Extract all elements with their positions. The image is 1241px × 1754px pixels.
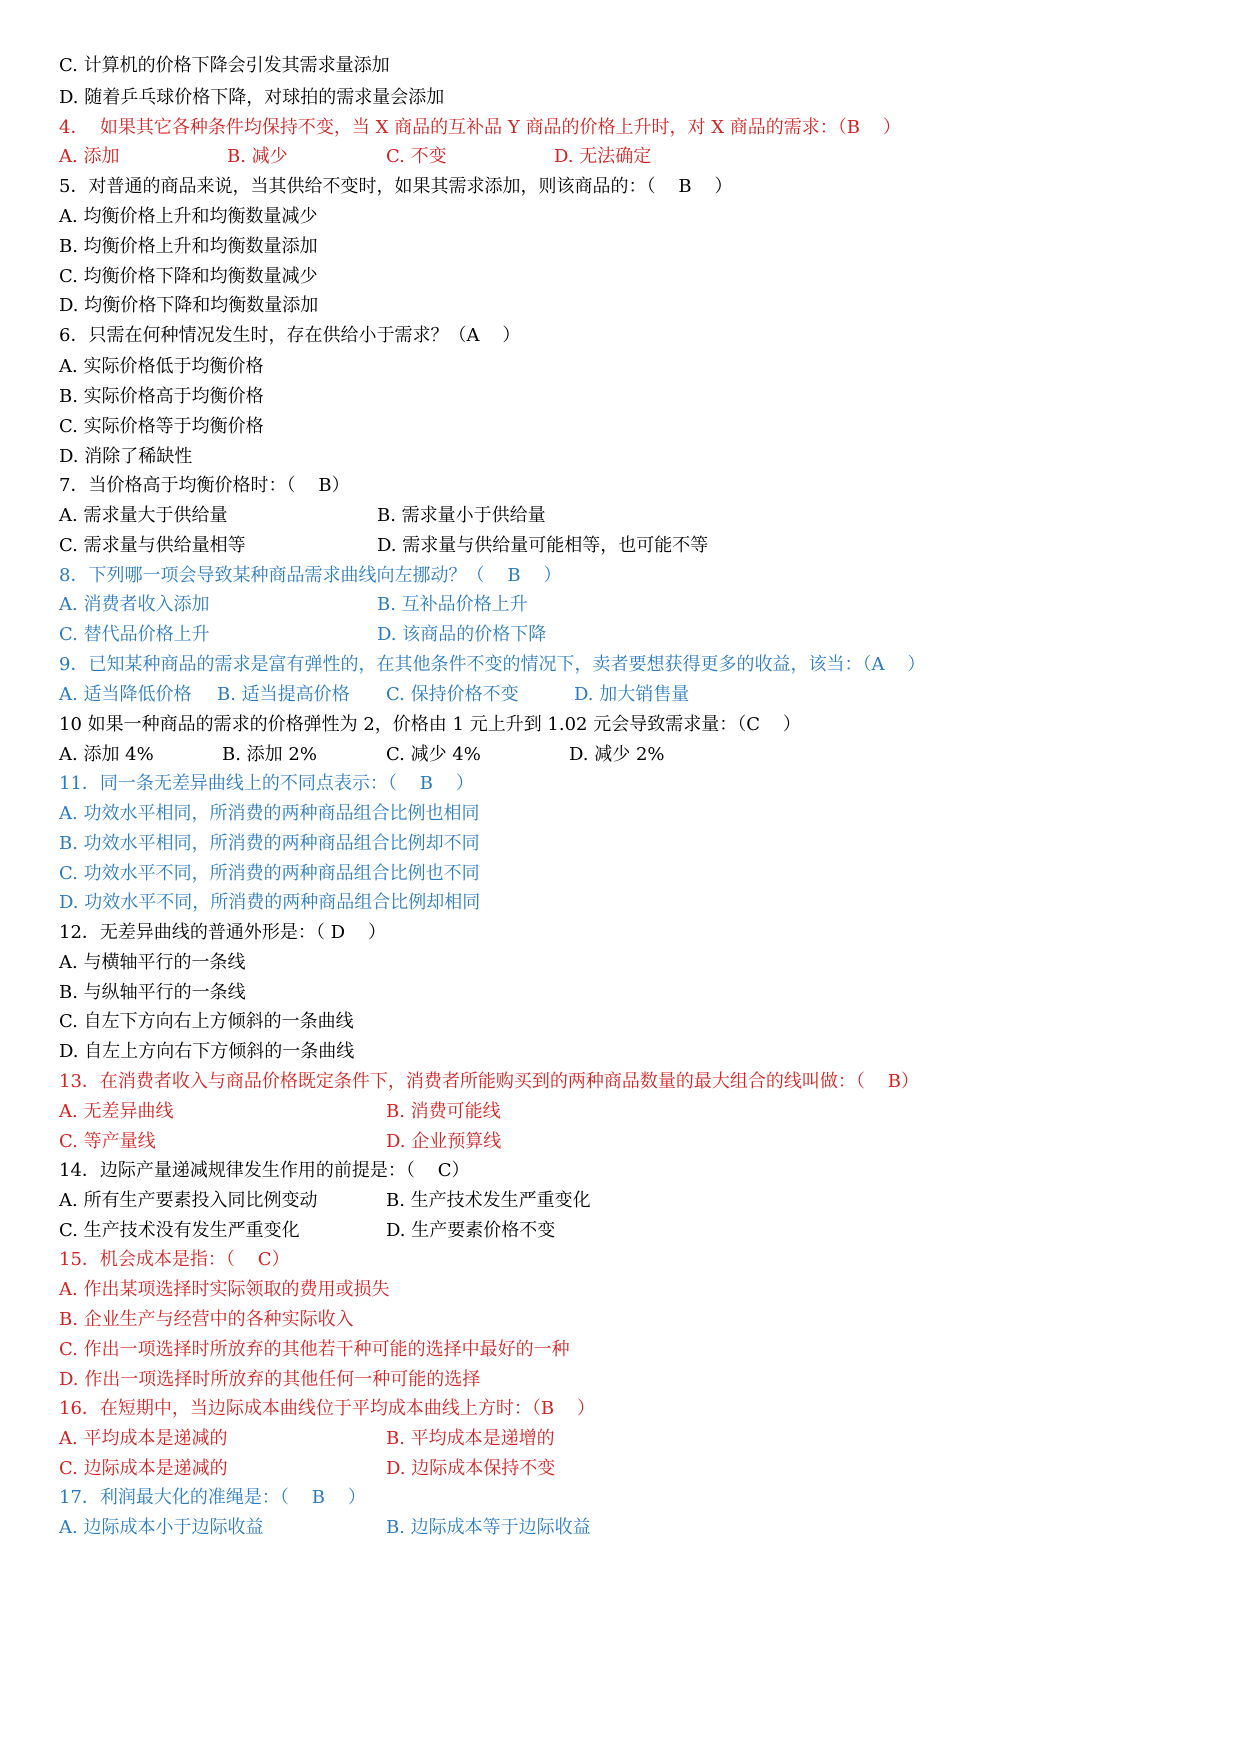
- options-row: [59, 1425, 759, 1453]
- option: B. 边际成本等于边际收益: [386, 1517, 591, 1538]
- option: B. 添加 2%: [222, 744, 317, 765]
- option-line: B. 企业生产与经营中的各种实际收入: [59, 1309, 354, 1330]
- option-line: C. 作出一项选择时所放弃的其他若干种可能的选择中最好的一种: [59, 1339, 570, 1360]
- options-row: [59, 1455, 759, 1483]
- question-4: 4． 如果其它各种条件均保持不变，当 X 商品的互补品 Y 商品的价格上升时，对 X 商品的需求：（B ）: [59, 117, 901, 138]
- options-row: [59, 1098, 759, 1126]
- options-row: [59, 143, 759, 171]
- options-row: [59, 741, 759, 769]
- option: D. 无法确定: [554, 146, 652, 167]
- option: C. 替代品价格上升: [59, 624, 210, 645]
- question-15: 15．机会成本是指：（ C）: [59, 1249, 290, 1270]
- option: B. 生产技术发生严重变化: [386, 1190, 591, 1211]
- question-9: 9．已知某种商品的需求是富有弹性的，在其他条件不变的情况下，卖者要想获得更多的收益，该当：（A ）: [59, 654, 926, 675]
- option: A. 添加: [59, 146, 120, 167]
- option-line: D. 随着乒乓球价格下降，对球拍的需求量会添加: [59, 87, 445, 108]
- option-line: B. 实际价格高于均衡价格: [59, 386, 264, 407]
- option: A. 消费者收入添加: [59, 594, 210, 615]
- option-line: D. 功效水平不同，所消费的两种商品组合比例却相同: [59, 892, 481, 913]
- option: A. 需求量大于供给量: [59, 505, 228, 526]
- question-14: 14．边际产量递减规律发生作用的前提是：（ C）: [59, 1160, 470, 1181]
- option-line: D. 作出一项选择时所放弃的其他任何一种可能的选择: [59, 1369, 481, 1390]
- question-16: 16．在短期中，当边际成本曲线位于平均成本曲线上方时：（B ）: [59, 1398, 596, 1419]
- options-row: [59, 502, 759, 530]
- option-line: C. 实际价格等于均衡价格: [59, 416, 264, 437]
- option-line: A. 均衡价格上升和均衡数量减少: [59, 206, 318, 227]
- options-row: [59, 532, 759, 560]
- options-row: [59, 621, 759, 649]
- option: B. 减少: [227, 146, 288, 167]
- option: C. 减少 4%: [386, 744, 481, 765]
- option: A. 适当降低价格: [59, 684, 192, 705]
- options-row: [59, 591, 759, 619]
- option-line: A. 实际价格低于均衡价格: [59, 356, 264, 377]
- option: C. 边际成本是递减的: [59, 1458, 228, 1479]
- option-line: C. 计算机的价格下降会引发其需求量添加: [59, 55, 390, 76]
- option-line: A. 作出某项选择时实际领取的费用或损失: [59, 1279, 390, 1300]
- option: A. 边际成本小于边际收益: [59, 1517, 264, 1538]
- options-row: [59, 1217, 759, 1245]
- option: C. 生产技术没有发生严重变化: [59, 1220, 300, 1241]
- option: D. 企业预算线: [386, 1131, 502, 1152]
- question-13: 13．在消费者收入与商品价格既定条件下，消费者所能购买到的两种商品数量的最大组合的线叫做：（ B）: [59, 1071, 920, 1092]
- question-8: 8．下列哪一项会导致某种商品需求曲线向左挪动？（ B ）: [59, 565, 562, 586]
- option: C. 保持价格不变: [386, 684, 519, 705]
- option-line: C. 自左下方向右上方倾斜的一条曲线: [59, 1011, 354, 1032]
- option-line: B. 均衡价格上升和均衡数量添加: [59, 236, 318, 257]
- question-11: 11．同一条无差异曲线上的不同点表示：（ B ）: [59, 773, 474, 794]
- option: B. 消费可能线: [386, 1101, 501, 1122]
- options-row: [59, 1514, 759, 1542]
- option: A. 平均成本是递减的: [59, 1428, 228, 1449]
- option: D. 该商品的价格下降: [377, 624, 547, 645]
- option: B. 适当提高价格: [217, 684, 350, 705]
- option: B. 需求量小于供给量: [377, 505, 546, 526]
- option-line: A. 功效水平相同，所消费的两种商品组合比例也相同: [59, 803, 480, 824]
- option: C. 需求量与供给量相等: [59, 535, 246, 556]
- option-line: D. 消除了稀缺性: [59, 446, 193, 467]
- option-line: D. 自左上方向右下方倾斜的一条曲线: [59, 1041, 355, 1062]
- option: C. 不变: [386, 146, 447, 167]
- option: B. 互补品价格上升: [377, 594, 528, 615]
- question-12: 12．无差异曲线的普通外形是：（ D ）: [59, 922, 386, 943]
- option: B. 平均成本是递增的: [386, 1428, 555, 1449]
- option: D. 边际成本保持不变: [386, 1458, 556, 1479]
- question-5: 5．对普通的商品来说，当其供给不变时，如果其需求添加，则该商品的：（ B ）: [59, 176, 733, 197]
- option: D. 加大销售量: [574, 684, 690, 705]
- question-7: 7．当价格高于均衡价格时：（ B）: [59, 475, 350, 496]
- options-row: [59, 1187, 759, 1215]
- question-6: 6．只需在何种情况发生时，存在供给小于需求？（A ）: [59, 325, 521, 346]
- option: D. 生产要素价格不变: [386, 1220, 556, 1241]
- option: D. 需求量与供给量可能相等，也可能不等: [377, 535, 709, 556]
- option: D. 减少 2%: [569, 744, 665, 765]
- option: A. 添加 4%: [59, 744, 154, 765]
- option-line: C. 均衡价格下降和均衡数量减少: [59, 266, 318, 287]
- question-17: 17．利润最大化的准绳是：（ B ）: [59, 1487, 366, 1508]
- option-line: C. 功效水平不同，所消费的两种商品组合比例也不同: [59, 863, 480, 884]
- options-row: [59, 1128, 759, 1156]
- option: C. 等产量线: [59, 1131, 156, 1152]
- option: A. 所有生产要素投入同比例变动: [59, 1190, 318, 1211]
- question-10: 10 如果一种商品的需求的价格弹性为 2，价格由 1 元上升到 1.02 元会导致需求量：（C ）: [59, 714, 801, 735]
- option-line: B. 功效水平相同，所消费的两种商品组合比例却不同: [59, 833, 480, 854]
- option-line: A. 与横轴平行的一条线: [59, 952, 246, 973]
- option: A. 无差异曲线: [59, 1101, 174, 1122]
- option-line: B. 与纵轴平行的一条线: [59, 982, 246, 1003]
- option-line: D. 均衡价格下降和均衡数量添加: [59, 295, 319, 316]
- options-row: [59, 681, 759, 709]
